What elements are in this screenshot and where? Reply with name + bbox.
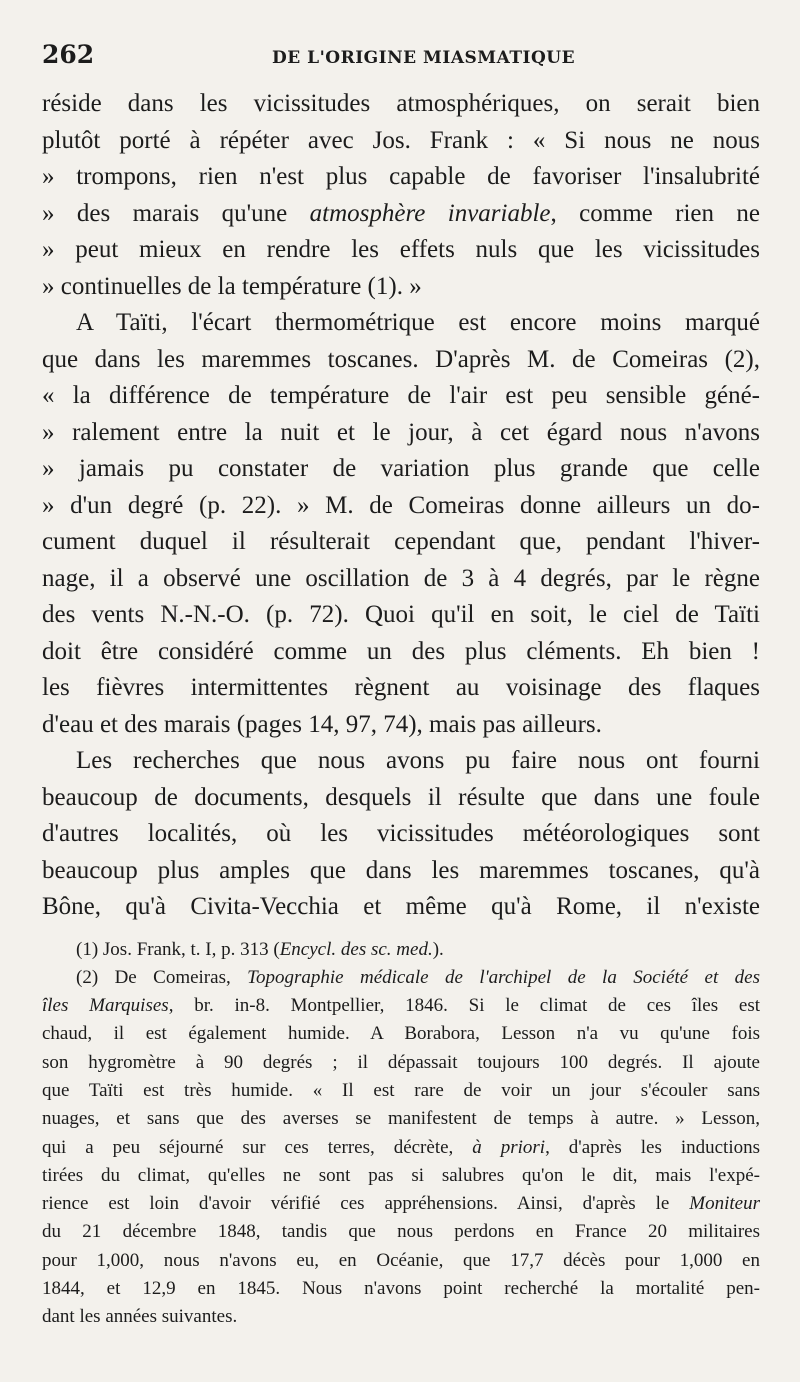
footnote-line: [42, 992, 760, 1020]
footnote-line: dant les années suivantes.: [42, 1306, 238, 1328]
text-line-text: » des marais qu'une: [42, 199, 310, 227]
text-line: » jamais pu constater de variation plus grande que celle: [42, 455, 760, 482]
footnote-line-text: , br. in-8. Montpellier, 1846. Si le climat de ces îles est: [168, 995, 760, 1017]
footnotes: [42, 936, 760, 1332]
text-line: Bône, qu'à Civita-Vecchia et même qu'à Rome, il n'existe: [42, 893, 760, 920]
footnote-line: 1844, et 12,9 en 1845. Nous n'avons point recherché la mortalité pen-: [42, 1278, 760, 1300]
footnote-line: [42, 1134, 760, 1162]
text-line: nage, il a observé une oscillation de 3 à 4 degrés, par le règne: [42, 564, 760, 592]
footnote-line-italic: à priori: [472, 1136, 546, 1158]
footnote-line-italic: Encycl. des sc. med.: [279, 938, 433, 960]
running-title: DE L'ORIGINE MIASMATIQUE: [272, 48, 576, 68]
footnote-line: pour 1,000, nous n'avons eu, en Océanie, que 17,7 décès pour 1,000 en: [42, 1249, 760, 1271]
footnote-line-text: , d'après les inductions: [545, 1136, 760, 1158]
footnote-line: [42, 1190, 760, 1218]
text-line: que dans les maremmes toscanes. D'après M. de Comeiras (2),: [42, 345, 760, 373]
text-line: d'eau et des marais (pages 14, 97, 74), mais pas ailleurs.: [42, 710, 602, 738]
footnote-line: tirées du climat, qu'elles ne sont pas si salubres qu'on le dit, mais l'expé-: [42, 1164, 760, 1186]
footnote-line-text: (1) Jos. Frank, t. I, p. 313 (: [76, 938, 280, 960]
footnote-line-italic: Moniteur: [689, 1193, 760, 1215]
body-text: [42, 86, 760, 926]
footnote-line: nuages, et sans que des averses se manifestent de temps à autre. » Lesson,: [42, 1108, 760, 1130]
page-number: 262: [42, 40, 95, 69]
footnote-line-text: qui a peu séjourné sur ces terres, décrète,: [42, 1136, 473, 1158]
footnote-line: [42, 964, 760, 992]
text-line: d'autres localités, où les vicissitudes météorologiques sont: [42, 820, 760, 847]
footnote-line: du 21 décembre 1848, tandis que nous perdons en France 20 militaires: [42, 1221, 760, 1243]
text-line: doit être considéré comme un des plus cléments. Eh bien !: [42, 637, 760, 665]
text-line: des vents N.-N.-O. (p. 72). Quoi qu'il en soit, le ciel de Taïti: [42, 601, 760, 628]
text-line: » ralement entre la nuit et le jour, à cet égard nous n'avons: [42, 418, 760, 446]
text-line: [42, 196, 760, 233]
text-line: » trompons, rien n'est plus capable de favoriser l'insalubrité: [42, 163, 760, 190]
text-line: « la différence de température de l'air est peu sensible géné-: [42, 382, 760, 409]
footnote-line: son hygromètre à 90 degrés ; il dépassait toujours 100 degrés. Il ajoute: [42, 1051, 760, 1073]
text-line: » peut mieux en rendre les effets nuls que les vicissitudes: [42, 236, 760, 263]
text-line: plutôt porté à répéter avec Jos. Frank : « Si nous ne nous: [42, 126, 760, 154]
footnote-line-italic: îles Marquises: [42, 995, 169, 1017]
text-line: beaucoup de documents, desquels il résulte que dans une foule: [42, 783, 760, 811]
footnote-line-text: ).: [432, 938, 444, 960]
text-line-text: , comme rien ne: [550, 199, 760, 227]
text-line: Les recherches que nous avons pu faire nous ont fourni: [76, 747, 760, 774]
text-line: » continuelles de la température (1). »: [42, 272, 422, 300]
text-line: les fièvres intermittentes règnent au voisinage des flaques: [42, 674, 760, 701]
text-line: beaucoup plus amples que dans les maremmes toscanes, qu'à: [42, 856, 760, 884]
footnote-line: [42, 936, 760, 964]
footnote-line-text: (2) De Comeiras,: [76, 966, 248, 988]
text-line: » d'un degré (p. 22). » M. de Comeiras donne ailleurs un do-: [42, 491, 760, 519]
footnote-line: chaud, il est également humide. A Borabora, Lesson n'a vu qu'une fois: [42, 1023, 760, 1045]
page-header: [42, 40, 760, 82]
text-line: A Taïti, l'écart thermométrique est encore moins marqué: [76, 309, 760, 336]
footnote-line-italic: Topographie médicale de l'archipel de la Société et des: [247, 966, 760, 988]
text-line-italic: atmosphère invariable: [309, 199, 551, 227]
footnote-line-text: rience est loin d'avoir vérifié ces appréhensions. Ainsi, d'après le: [42, 1193, 690, 1215]
text-line: réside dans les vicissitudes atmosphériques, on serait bien: [42, 90, 760, 117]
footnote-line: que Taïti est très humide. « Il est rare de voir un jour s'écouler sans: [42, 1079, 760, 1101]
text-line: cument duquel il résulterait cependant que, pendant l'hiver-: [42, 528, 760, 555]
